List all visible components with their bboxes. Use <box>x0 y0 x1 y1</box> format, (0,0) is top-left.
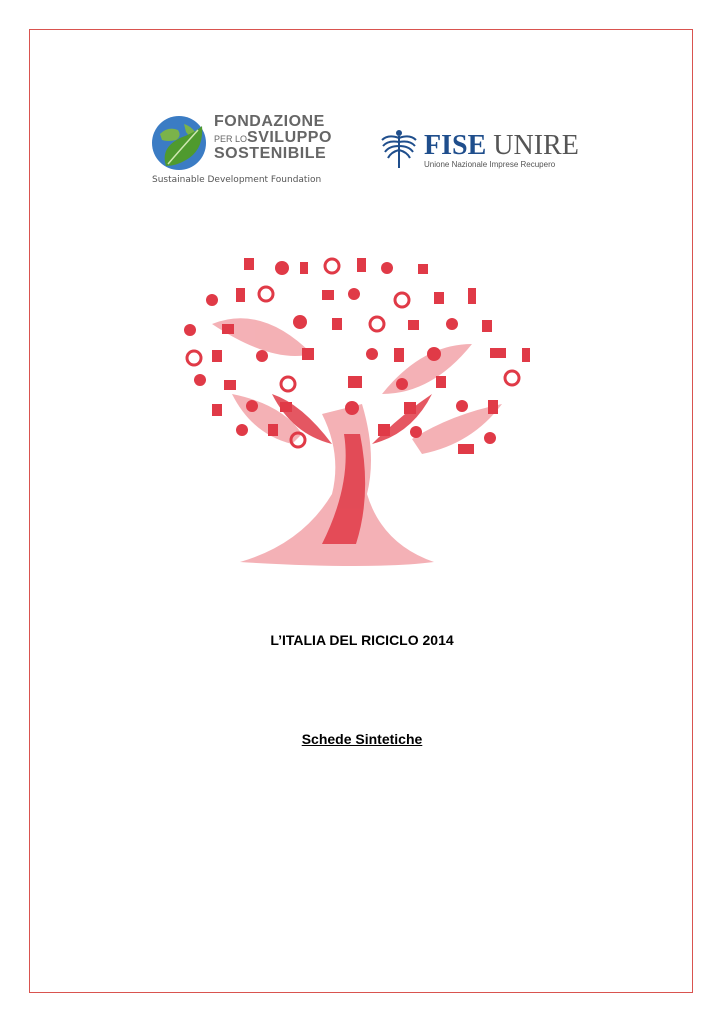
fise-unire-logo <box>378 128 578 178</box>
fise-name-thin: UNIRE <box>486 130 579 161</box>
confindustria-eagle-icon <box>378 128 420 170</box>
fsvs-line3: SOSTENIBILE <box>214 145 327 162</box>
fsvs-line2-main: SVILUPPO <box>247 129 332 146</box>
fsvs-line2-small: PER LO <box>214 134 248 144</box>
fsvs-line1: FONDAZIONE <box>214 113 325 130</box>
fise-subtitle: Unione Nazionale Imprese Recupero <box>424 160 556 169</box>
header-logos <box>0 108 724 192</box>
fsvs-line2 <box>214 130 332 146</box>
globe-leaf-icon <box>150 114 208 172</box>
recycling-tree-illustration <box>172 244 552 574</box>
document-title: L’ITALIA DEL RICICLO 2014 <box>270 632 454 648</box>
fsvs-tagline: Sustainable Development Foundation <box>152 175 322 185</box>
document-subtitle: Schede Sintetiche <box>301 731 423 747</box>
fsvs-logo <box>150 108 340 192</box>
fise-name-bold: FISE <box>424 130 487 161</box>
fise-wordmark <box>424 132 579 160</box>
fsvs-wordmark <box>214 114 332 162</box>
